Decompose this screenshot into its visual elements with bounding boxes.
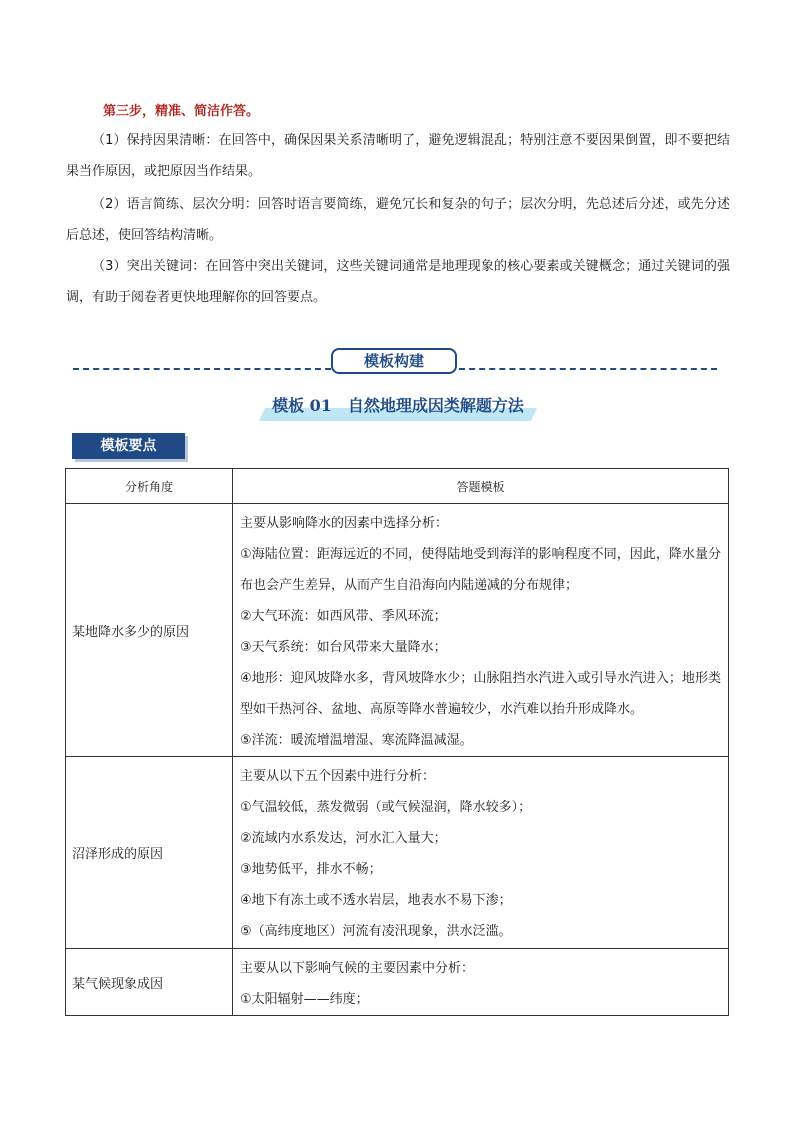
row-label: 某气候现象成因 [66,949,233,1016]
header-analysis-angle: 分析角度 [66,469,233,504]
row-label: 某地降水多少的原因 [66,504,233,757]
content-line: ③天气系统：如台风带来大量降水； [240,640,447,655]
row-content [233,757,729,949]
dashed-line-right [459,368,717,370]
content-line: 主要从以下影响气候的主要因素中分析： [240,961,475,976]
content-line: ①气温较低，蒸发微弱（或气候湿润，降水较多）； [240,800,532,815]
dashed-line-left [73,368,331,370]
table-header-row [66,469,729,504]
step-heading: 第三步，精准、简洁作答。 [103,104,260,119]
content-line: ⑤洋流：暖流增温增湿、寒流降温减湿。 [240,733,473,748]
content-line: ④地形：迎风坡降水多，背风坡降水少；山脉阻挡水汽进入或引导水汽进入；地形类型如干热河谷、盆地、高原等降水普遍较少，水汽难以抬升形成降水。 [240,671,721,717]
header-answer-template: 答题模板 [233,469,729,504]
content-line: ④地下有冻土或不透水岩层，地表水不易下渗； [240,893,512,908]
section-title: 模板构建 [331,348,457,374]
content-line: ②流域内水系发达，河水汇入量大； [240,831,447,846]
template-points-tag: 模板要点 [72,433,185,459]
section-divider [73,346,717,376]
content-line: 主要从影响降水的因素中选择分析： [240,516,449,531]
content-line: ①太阳辐射——纬度； [240,992,369,1007]
content-line: ⑤（高纬度地区）河流有凌汛现象，洪水泛滥。 [240,924,512,939]
paragraph-concise-language: （2）语言简练、层次分明：回答时语言要简练，避免冗长和复杂的句子；层次分明，先总述后分述，或先分述后总述，使回答结构清晰。 [66,197,730,243]
paragraph-keywords: （3）突出关键词：在回答中突出关键词，这些关键词通常是地理现象的核心要素或关键概念；通过关键词的强调，有助于阅卷者更快地理解你的回答要点。 [66,259,730,305]
template-title-text: 模板 01 自然地理成因类解题方法 [272,396,524,415]
template-title [258,394,538,424]
content-line: ②大气环流：如西风带、季风环流； [240,609,447,624]
content-line: ③地势低平，排水不畅； [240,862,382,877]
paragraph-cause-effect: （1）保持因果清晰：在回答中，确保因果关系清晰明了，避免逻辑混乱；特别注意不要因果倒置，即不要把结果当作原因，或把原因当作结果。 [66,133,730,179]
row-label: 沼泽形成的原因 [66,757,233,949]
row-content [233,949,729,1016]
table-row [66,504,729,757]
content-line: ①海陆位置：距海远近的不同，使得陆地受到海洋的影响程度不同，因此，降水量分布也会产生差异，从而产生自沿海向内陆递减的分布规律； [240,547,721,593]
row-content [233,504,729,757]
content-line: 主要从以下五个因素中进行分析： [240,769,436,784]
template-table [65,468,729,1016]
table-row [66,949,729,1016]
table-row [66,757,729,949]
